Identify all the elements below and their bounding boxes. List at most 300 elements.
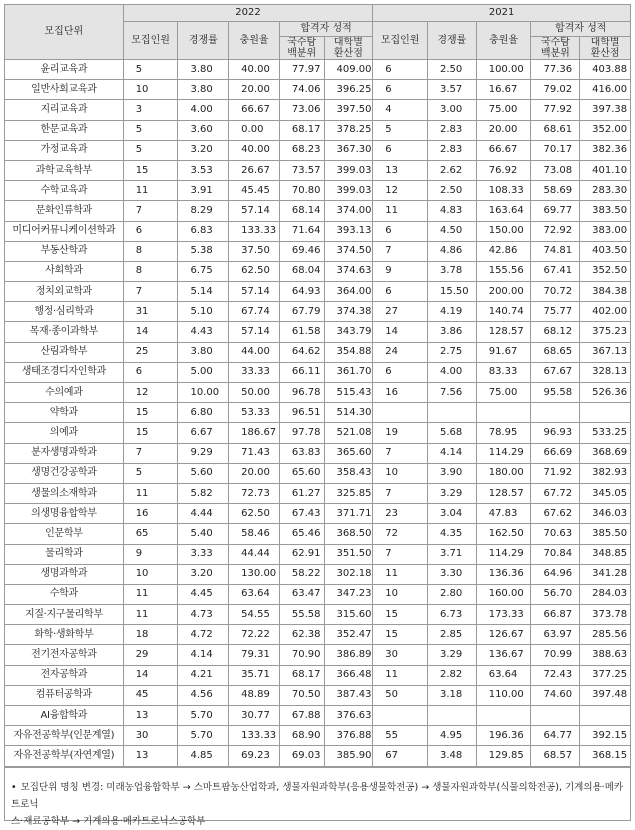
quota-2021-cell: 19 — [373, 423, 428, 443]
national-2022-cell: 71.64 — [279, 221, 324, 241]
fill-2021-cell: 78.95 — [476, 423, 531, 443]
univ-2022-cell: 367.30 — [324, 140, 373, 160]
ratio-2022-cell: 5.14 — [178, 282, 229, 302]
ratio-2021-cell: 3.48 — [428, 746, 477, 766]
univ-2022-cell: 514.30 — [324, 403, 373, 423]
national-2021-cell: 67.41 — [531, 261, 580, 281]
fill-2021-cell: 76.92 — [476, 160, 531, 180]
admissions-table — [4, 4, 631, 767]
ratio-2021-cell: 3.29 — [428, 645, 477, 665]
ratio-2021-cell: 3.30 — [428, 564, 477, 584]
fill-2021-cell: 126.67 — [476, 625, 531, 645]
univ-2022-cell: 366.48 — [324, 665, 373, 685]
quota-2021-cell: 16 — [373, 383, 428, 403]
row-unit-cell: 화학·생화학부 — [5, 625, 124, 645]
ratio-2021-cell: 2.85 — [428, 625, 477, 645]
fill-2022-cell: 54.55 — [229, 605, 280, 625]
quota-2022-cell: 12 — [123, 383, 178, 403]
fill-2022-cell: 44.44 — [229, 544, 280, 564]
national-2022-cell: 68.90 — [279, 726, 324, 746]
national-2022-cell: 67.79 — [279, 302, 324, 322]
quota-2021-cell: 13 — [373, 160, 428, 180]
univ-2022-cell: 347.23 — [324, 584, 373, 604]
national-2021-cell: 63.97 — [531, 625, 580, 645]
national-2022-cell: 70.90 — [279, 645, 324, 665]
ratio-2021-cell: 4.86 — [428, 241, 477, 261]
table-row — [5, 261, 631, 281]
univ-2022-cell: 351.50 — [324, 544, 373, 564]
table-row — [5, 625, 631, 645]
ratio-2022-cell: 4.44 — [178, 504, 229, 524]
ratio-2022-cell: 10.00 — [178, 383, 229, 403]
national-2022-cell: 62.38 — [279, 625, 324, 645]
row-unit-cell: 생물의소재학과 — [5, 483, 124, 503]
fill-2021-cell: 83.33 — [476, 362, 531, 382]
univ-2022-cell: 371.71 — [324, 504, 373, 524]
row-unit-cell: 미디어커뮤니케이션학과 — [5, 221, 124, 241]
table-row — [5, 504, 631, 524]
fill-2021-cell: 63.64 — [476, 665, 531, 685]
national-2022-cell: 68.14 — [279, 201, 324, 221]
fill-2022-cell: 44.00 — [229, 342, 280, 362]
univ-2022-cell: 521.08 — [324, 423, 373, 443]
univ-2021-cell: 397.38 — [580, 100, 631, 120]
univ-2021-cell: 384.38 — [580, 282, 631, 302]
fill-2022-cell: 40.00 — [229, 60, 280, 80]
national-2022-cell: 74.06 — [279, 80, 324, 100]
fill-2022-cell: 79.31 — [229, 645, 280, 665]
ratio-2021-cell: 5.68 — [428, 423, 477, 443]
quota-2022-cell: 5 — [123, 463, 178, 483]
quota-2021-cell — [373, 403, 428, 423]
fill-2021-cell: 160.00 — [476, 584, 531, 604]
univ-2021-cell: 382.93 — [580, 463, 631, 483]
ratio-2021-cell — [428, 403, 477, 423]
national-2022-cell: 67.88 — [279, 706, 324, 726]
bullet-icon: • — [11, 782, 17, 793]
fill-2021-cell: 75.00 — [476, 383, 531, 403]
quota-2021-cell: 15 — [373, 625, 428, 645]
fill-2022-cell: 57.14 — [229, 282, 280, 302]
ratio-2021-cell: 3.90 — [428, 463, 477, 483]
ratio-2022-cell: 4.72 — [178, 625, 229, 645]
fill-2022-cell: 66.67 — [229, 100, 280, 120]
national-2021-cell: 68.65 — [531, 342, 580, 362]
table-header — [5, 5, 631, 60]
univ-2021-cell: 373.78 — [580, 605, 631, 625]
fill-2022-cell: 20.00 — [229, 463, 280, 483]
table-row — [5, 342, 631, 362]
ratio-2021-cell: 3.71 — [428, 544, 477, 564]
univ-2021-cell — [580, 706, 631, 726]
univ-2021-cell: 352.50 — [580, 261, 631, 281]
national-2022-cell: 61.58 — [279, 322, 324, 342]
fill-2022-cell: 45.45 — [229, 181, 280, 201]
table-row — [5, 463, 631, 483]
national-2021-cell: 70.72 — [531, 282, 580, 302]
quota-2022-cell: 8 — [123, 241, 178, 261]
national-2022-cell: 63.47 — [279, 584, 324, 604]
national-2022-cell: 73.06 — [279, 100, 324, 120]
fill-2022-cell: 53.33 — [229, 403, 280, 423]
quota-2022-cell: 13 — [123, 746, 178, 766]
fill-2021-cell: 16.67 — [476, 80, 531, 100]
univ-2022-cell: 354.88 — [324, 342, 373, 362]
univ-2022-cell: 387.43 — [324, 685, 373, 705]
ratio-2022-cell: 3.60 — [178, 120, 229, 140]
quota-2022-cell: 6 — [123, 221, 178, 241]
row-unit-cell: AI융합학과 — [5, 706, 124, 726]
national-2022-cell: 77.97 — [279, 60, 324, 80]
table-row — [5, 80, 631, 100]
quota-2021-cell: 12 — [373, 181, 428, 201]
national-2022-cell: 64.93 — [279, 282, 324, 302]
row-unit-cell: 일반사회교육과 — [5, 80, 124, 100]
row-unit-cell: 산림과학부 — [5, 342, 124, 362]
univ-2021-cell: 388.63 — [580, 645, 631, 665]
header-national-2022: 국수탐 백분위 — [279, 37, 324, 60]
ratio-2021-cell: 2.83 — [428, 120, 477, 140]
univ-2022-cell: 358.43 — [324, 463, 373, 483]
ratio-2022-cell: 4.56 — [178, 685, 229, 705]
quota-2021-cell: 4 — [373, 100, 428, 120]
quota-2022-cell: 14 — [123, 665, 178, 685]
ratio-2022-cell: 3.80 — [178, 80, 229, 100]
fill-2022-cell: 30.77 — [229, 706, 280, 726]
table-row — [5, 483, 631, 503]
univ-2021-cell: 377.25 — [580, 665, 631, 685]
national-2022-cell: 62.91 — [279, 544, 324, 564]
fill-2022-cell: 40.00 — [229, 140, 280, 160]
header-national-2021: 국수탐 백분위 — [531, 37, 580, 60]
univ-2021-cell: 346.03 — [580, 504, 631, 524]
ratio-2022-cell: 6.75 — [178, 261, 229, 281]
univ-2022-cell: 399.03 — [324, 181, 373, 201]
univ-2021-cell: 283.30 — [580, 181, 631, 201]
national-2022-cell: 65.60 — [279, 463, 324, 483]
row-unit-cell: 부동산학과 — [5, 241, 124, 261]
row-unit-cell: 수의예과 — [5, 383, 124, 403]
univ-2021-cell: 328.13 — [580, 362, 631, 382]
fill-2021-cell: 129.85 — [476, 746, 531, 766]
ratio-2021-cell: 3.00 — [428, 100, 477, 120]
fill-2022-cell: 20.00 — [229, 80, 280, 100]
ratio-2021-cell: 4.50 — [428, 221, 477, 241]
quota-2021-cell: 11 — [373, 665, 428, 685]
fill-2022-cell: 69.23 — [229, 746, 280, 766]
national-2021-cell: 67.62 — [531, 504, 580, 524]
fill-2022-cell: 133.33 — [229, 726, 280, 746]
row-unit-cell: 한문교육과 — [5, 120, 124, 140]
national-2022-cell: 63.83 — [279, 443, 324, 463]
ratio-2022-cell: 5.70 — [178, 706, 229, 726]
univ-2022-cell: 399.03 — [324, 160, 373, 180]
national-2022-cell: 68.17 — [279, 665, 324, 685]
quota-2021-cell: 7 — [373, 443, 428, 463]
row-unit-cell: 수학교육과 — [5, 181, 124, 201]
univ-2022-cell: 376.88 — [324, 726, 373, 746]
univ-2022-cell: 315.60 — [324, 605, 373, 625]
ratio-2022-cell: 6.80 — [178, 403, 229, 423]
fill-2022-cell: 133.33 — [229, 221, 280, 241]
fill-2021-cell: 47.83 — [476, 504, 531, 524]
fill-2022-cell: 48.89 — [229, 685, 280, 705]
national-2021-cell: 68.12 — [531, 322, 580, 342]
national-2021-cell: 58.69 — [531, 181, 580, 201]
table-row — [5, 181, 631, 201]
univ-2021-cell: 345.05 — [580, 483, 631, 503]
fill-2022-cell: 33.33 — [229, 362, 280, 382]
national-2021-cell: 66.69 — [531, 443, 580, 463]
ratio-2021-cell: 6.73 — [428, 605, 477, 625]
table-row — [5, 544, 631, 564]
national-2021-cell: 67.72 — [531, 483, 580, 503]
fill-2021-cell: 163.64 — [476, 201, 531, 221]
table-row — [5, 403, 631, 423]
univ-2021-cell: 382.36 — [580, 140, 631, 160]
ratio-2022-cell: 4.85 — [178, 746, 229, 766]
ratio-2022-cell: 4.00 — [178, 100, 229, 120]
header-univ-2022: 대학별 환산점 — [324, 37, 373, 60]
quota-2021-cell: 7 — [373, 483, 428, 503]
ratio-2022-cell: 3.91 — [178, 181, 229, 201]
row-unit-cell: 전자공학과 — [5, 665, 124, 685]
national-2021-cell: 74.81 — [531, 241, 580, 261]
univ-2021-cell: 526.36 — [580, 383, 631, 403]
national-2022-cell: 96.78 — [279, 383, 324, 403]
univ-2022-cell: 368.50 — [324, 524, 373, 544]
ratio-2021-cell: 4.00 — [428, 362, 477, 382]
table-row — [5, 60, 631, 80]
ratio-2021-cell: 2.80 — [428, 584, 477, 604]
fill-2021-cell: 75.00 — [476, 100, 531, 120]
univ-2022-cell: 374.00 — [324, 201, 373, 221]
fill-2021-cell: 150.00 — [476, 221, 531, 241]
national-2021-cell: 73.08 — [531, 160, 580, 180]
national-2022-cell: 61.27 — [279, 483, 324, 503]
ratio-2022-cell: 3.80 — [178, 60, 229, 80]
quota-2022-cell: 25 — [123, 342, 178, 362]
row-unit-cell: 물리학과 — [5, 544, 124, 564]
header-year-2022: 2022 — [123, 5, 373, 22]
quota-2022-cell: 15 — [123, 423, 178, 443]
table-row — [5, 605, 631, 625]
fill-2021-cell: 108.33 — [476, 181, 531, 201]
quota-2021-cell: 9 — [373, 261, 428, 281]
univ-2021-cell: 401.10 — [580, 160, 631, 180]
row-unit-cell: 전기전자공학과 — [5, 645, 124, 665]
univ-2022-cell: 325.85 — [324, 483, 373, 503]
table-row — [5, 282, 631, 302]
quota-2021-cell — [373, 706, 428, 726]
quota-2022-cell: 7 — [123, 443, 178, 463]
table-row — [5, 665, 631, 685]
national-2021-cell — [531, 706, 580, 726]
quota-2021-cell: 72 — [373, 524, 428, 544]
quota-2022-cell: 18 — [123, 625, 178, 645]
univ-2021-cell: 348.85 — [580, 544, 631, 564]
fill-2021-cell: 100.00 — [476, 60, 531, 80]
fill-2022-cell: 58.46 — [229, 524, 280, 544]
fill-2021-cell: 180.00 — [476, 463, 531, 483]
univ-2022-cell: 374.63 — [324, 261, 373, 281]
row-unit-cell: 의생명융합학부 — [5, 504, 124, 524]
ratio-2022-cell: 4.43 — [178, 322, 229, 342]
univ-2022-cell: 378.25 — [324, 120, 373, 140]
ratio-2022-cell: 5.38 — [178, 241, 229, 261]
national-2022-cell: 67.43 — [279, 504, 324, 524]
univ-2022-cell: 374.38 — [324, 302, 373, 322]
fill-2021-cell: 136.67 — [476, 645, 531, 665]
univ-2021-cell: 352.00 — [580, 120, 631, 140]
national-2022-cell: 68.23 — [279, 140, 324, 160]
ratio-2021-cell: 4.95 — [428, 726, 477, 746]
quota-2022-cell: 11 — [123, 584, 178, 604]
fill-2021-cell: 173.33 — [476, 605, 531, 625]
row-unit-cell: 수학과 — [5, 584, 124, 604]
header-ratio-2022: 경쟁률 — [178, 22, 229, 60]
row-unit-cell: 문화인류학과 — [5, 201, 124, 221]
quota-2022-cell: 3 — [123, 100, 178, 120]
univ-2022-cell: 386.89 — [324, 645, 373, 665]
row-unit-cell: 가정교육과 — [5, 140, 124, 160]
quota-2022-cell: 31 — [123, 302, 178, 322]
fill-2021-cell: 42.86 — [476, 241, 531, 261]
fill-2022-cell: 72.22 — [229, 625, 280, 645]
quota-2021-cell: 14 — [373, 322, 428, 342]
footnote — [4, 767, 631, 827]
national-2021-cell: 79.02 — [531, 80, 580, 100]
ratio-2022-cell: 5.10 — [178, 302, 229, 322]
quota-2022-cell: 13 — [123, 706, 178, 726]
national-2021-cell — [531, 403, 580, 423]
quota-2021-cell: 6 — [373, 140, 428, 160]
ratio-2022-cell: 6.67 — [178, 423, 229, 443]
univ-2021-cell: 397.48 — [580, 685, 631, 705]
national-2021-cell: 72.92 — [531, 221, 580, 241]
table-row — [5, 706, 631, 726]
fill-2022-cell: 0.00 — [229, 120, 280, 140]
fill-2021-cell: 128.57 — [476, 483, 531, 503]
quota-2021-cell: 11 — [373, 201, 428, 221]
national-2021-cell: 64.77 — [531, 726, 580, 746]
fill-2021-cell — [476, 706, 531, 726]
quota-2022-cell: 5 — [123, 120, 178, 140]
row-unit-cell: 생명과학과 — [5, 564, 124, 584]
row-unit-cell: 의예과 — [5, 423, 124, 443]
table-row — [5, 645, 631, 665]
table-row — [5, 524, 631, 544]
ratio-2022-cell: 5.82 — [178, 483, 229, 503]
table-row — [5, 100, 631, 120]
ratio-2022-cell: 4.14 — [178, 645, 229, 665]
quota-2021-cell: 6 — [373, 221, 428, 241]
univ-2022-cell: 302.18 — [324, 564, 373, 584]
univ-2021-cell: 403.88 — [580, 60, 631, 80]
univ-2021-cell: 403.50 — [580, 241, 631, 261]
fill-2021-cell: 128.57 — [476, 322, 531, 342]
row-unit-cell: 분자생명과학과 — [5, 443, 124, 463]
national-2021-cell: 75.77 — [531, 302, 580, 322]
fill-2022-cell: 50.00 — [229, 383, 280, 403]
row-unit-cell: 사회학과 — [5, 261, 124, 281]
national-2022-cell: 97.78 — [279, 423, 324, 443]
national-2021-cell: 68.57 — [531, 746, 580, 766]
quota-2022-cell: 9 — [123, 544, 178, 564]
univ-2022-cell: 343.79 — [324, 322, 373, 342]
ratio-2021-cell: 3.18 — [428, 685, 477, 705]
table-row — [5, 685, 631, 705]
row-unit-cell: 과학교육학부 — [5, 160, 124, 180]
ratio-2021-cell: 4.14 — [428, 443, 477, 463]
table-row — [5, 564, 631, 584]
quota-2021-cell: 11 — [373, 564, 428, 584]
row-unit-cell: 인문학부 — [5, 524, 124, 544]
quota-2021-cell: 6 — [373, 60, 428, 80]
header-fill-2022: 충원율 — [229, 22, 280, 60]
fill-2021-cell: 114.29 — [476, 443, 531, 463]
ratio-2022-cell: 4.21 — [178, 665, 229, 685]
ratio-2022-cell: 9.29 — [178, 443, 229, 463]
national-2021-cell: 56.70 — [531, 584, 580, 604]
table-row — [5, 221, 631, 241]
quota-2022-cell: 11 — [123, 483, 178, 503]
ratio-2022-cell: 3.80 — [178, 342, 229, 362]
univ-2022-cell: 397.50 — [324, 100, 373, 120]
fill-2021-cell: 200.00 — [476, 282, 531, 302]
quota-2022-cell: 10 — [123, 564, 178, 584]
quota-2021-cell: 5 — [373, 120, 428, 140]
table-body — [5, 60, 631, 767]
univ-2021-cell: 341.28 — [580, 564, 631, 584]
ratio-2021-cell: 15.50 — [428, 282, 477, 302]
univ-2022-cell: 364.00 — [324, 282, 373, 302]
quota-2021-cell: 15 — [373, 605, 428, 625]
row-unit-cell: 목재·종이과학부 — [5, 322, 124, 342]
quota-2021-cell: 27 — [373, 302, 428, 322]
header-year-2021: 2021 — [373, 5, 631, 22]
fill-2022-cell: 62.50 — [229, 504, 280, 524]
header-ratio-2021: 경쟁률 — [428, 22, 477, 60]
ratio-2022-cell: 5.60 — [178, 463, 229, 483]
univ-2022-cell: 385.90 — [324, 746, 373, 766]
ratio-2021-cell: 2.75 — [428, 342, 477, 362]
ratio-2022-cell: 4.73 — [178, 605, 229, 625]
univ-2022-cell: 365.60 — [324, 443, 373, 463]
national-2022-cell: 69.03 — [279, 746, 324, 766]
ratio-2022-cell: 3.33 — [178, 544, 229, 564]
row-unit-cell: 정치외교학과 — [5, 282, 124, 302]
row-unit-cell: 자유전공학부(인문계열) — [5, 726, 124, 746]
univ-2021-cell: 285.56 — [580, 625, 631, 645]
quota-2021-cell: 7 — [373, 241, 428, 261]
footnote-line-1: • 모집단위 명칭 변경: 미래농업융합학부 → 스마트팜농산업학과, 생물자원과학부(응용생물학전공) → 생물자원과학부(식물의학전공), 기계의용·메카트로닉 — [11, 782, 624, 810]
row-unit-cell: 지질·지구물리학부 — [5, 605, 124, 625]
univ-2021-cell: 368.15 — [580, 746, 631, 766]
national-2021-cell: 69.77 — [531, 201, 580, 221]
ratio-2022-cell: 8.29 — [178, 201, 229, 221]
fill-2021-cell: 110.00 — [476, 685, 531, 705]
ratio-2021-cell: 2.62 — [428, 160, 477, 180]
header-fill-2021: 충원율 — [476, 22, 531, 60]
quota-2021-cell: 23 — [373, 504, 428, 524]
table-row — [5, 443, 631, 463]
quota-2022-cell: 16 — [123, 504, 178, 524]
quota-2021-cell: 50 — [373, 685, 428, 705]
univ-2021-cell: 402.00 — [580, 302, 631, 322]
ratio-2021-cell: 2.83 — [428, 140, 477, 160]
ratio-2021-cell: 3.29 — [428, 483, 477, 503]
